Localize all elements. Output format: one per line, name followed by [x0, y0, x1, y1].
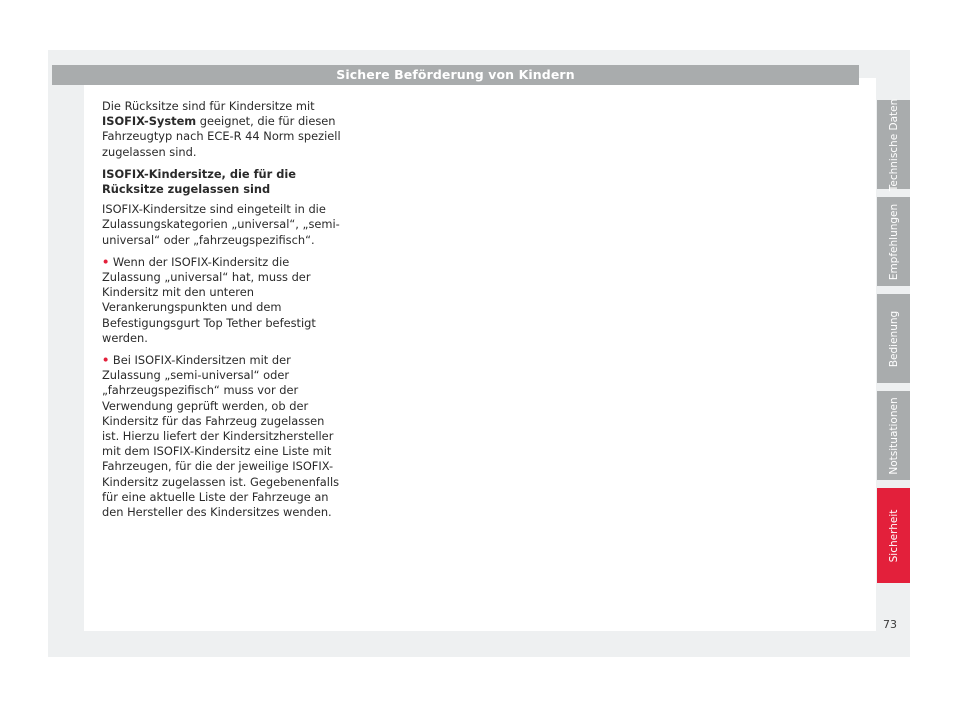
tab-bedienung[interactable] [877, 294, 910, 383]
category-paragraph: ISOFIX-Kindersitze sind eingeteilt in die Zulassungskategorien „universal“, „semi-universal“ oder „fahrzeugspezifisch“. [102, 202, 340, 247]
text-column [102, 99, 344, 527]
tab-label: Technische Daten [887, 98, 900, 191]
tab-notsituationen[interactable] [877, 391, 910, 480]
tab-label: Sicherheit [887, 509, 900, 562]
intro-text-pre: Die Rücksitze sind für Kindersitze mit [102, 99, 315, 113]
page-header: Sichere Beförderung von Kindern [52, 65, 859, 85]
bullet-icon: • [102, 254, 110, 269]
bullet-text-semi-universal: Bei ISOFIX-Kindersitzen mit der Zulassung „semi-universal“ oder „fahrzeugspezifisch“ muss vor der Verwendung geprüft werden, ob der Kindersitz für das Fahrzeug zugelassen ist. Hierzu liefert der Kindersitzhersteller mit dem ISOFIX-Kindersitz eine Liste mit Fahrzeugen, für die der jeweilige ISOFIX-Kindersitz zugelassen ist. Gegebenenfalls für eine aktuelle Liste der Fahrzeuge an den Hersteller des Kindersitzes wenden. [102, 353, 340, 520]
tab-label: Empfehlungen [887, 203, 900, 280]
section-heading [102, 167, 344, 197]
tab-empfehlungen[interactable] [877, 197, 910, 286]
list-item [102, 255, 344, 346]
intro-text-post: geeignet, die für diesen Fahrzeugtyp nach ECE-R 44 Norm speziell zugelassen sind. [102, 114, 341, 159]
tab-label: Bedienung [887, 310, 900, 367]
intro-paragraph [102, 99, 344, 160]
section-heading-text: ISOFIX-Kindersitze, die für die Rücksitze zugelassen sind [102, 166, 297, 197]
tab-technische-daten[interactable] [877, 100, 910, 189]
bullet-text-universal: Wenn der ISOFIX-Kindersitz die Zulassung „universal“ hat, muss der Kindersitz mit den unteren Verankerungspunkten und dem Befestigungsgurt Top Tether befestigt werden. [102, 254, 316, 345]
intro-text-bold: ISOFIX-System [102, 114, 197, 129]
list-item [102, 353, 344, 520]
bullet-icon: • [102, 353, 110, 368]
page-number: 73 [883, 618, 897, 631]
tab-label: Notsituationen [887, 396, 900, 475]
tab-sicherheit[interactable] [877, 488, 910, 583]
